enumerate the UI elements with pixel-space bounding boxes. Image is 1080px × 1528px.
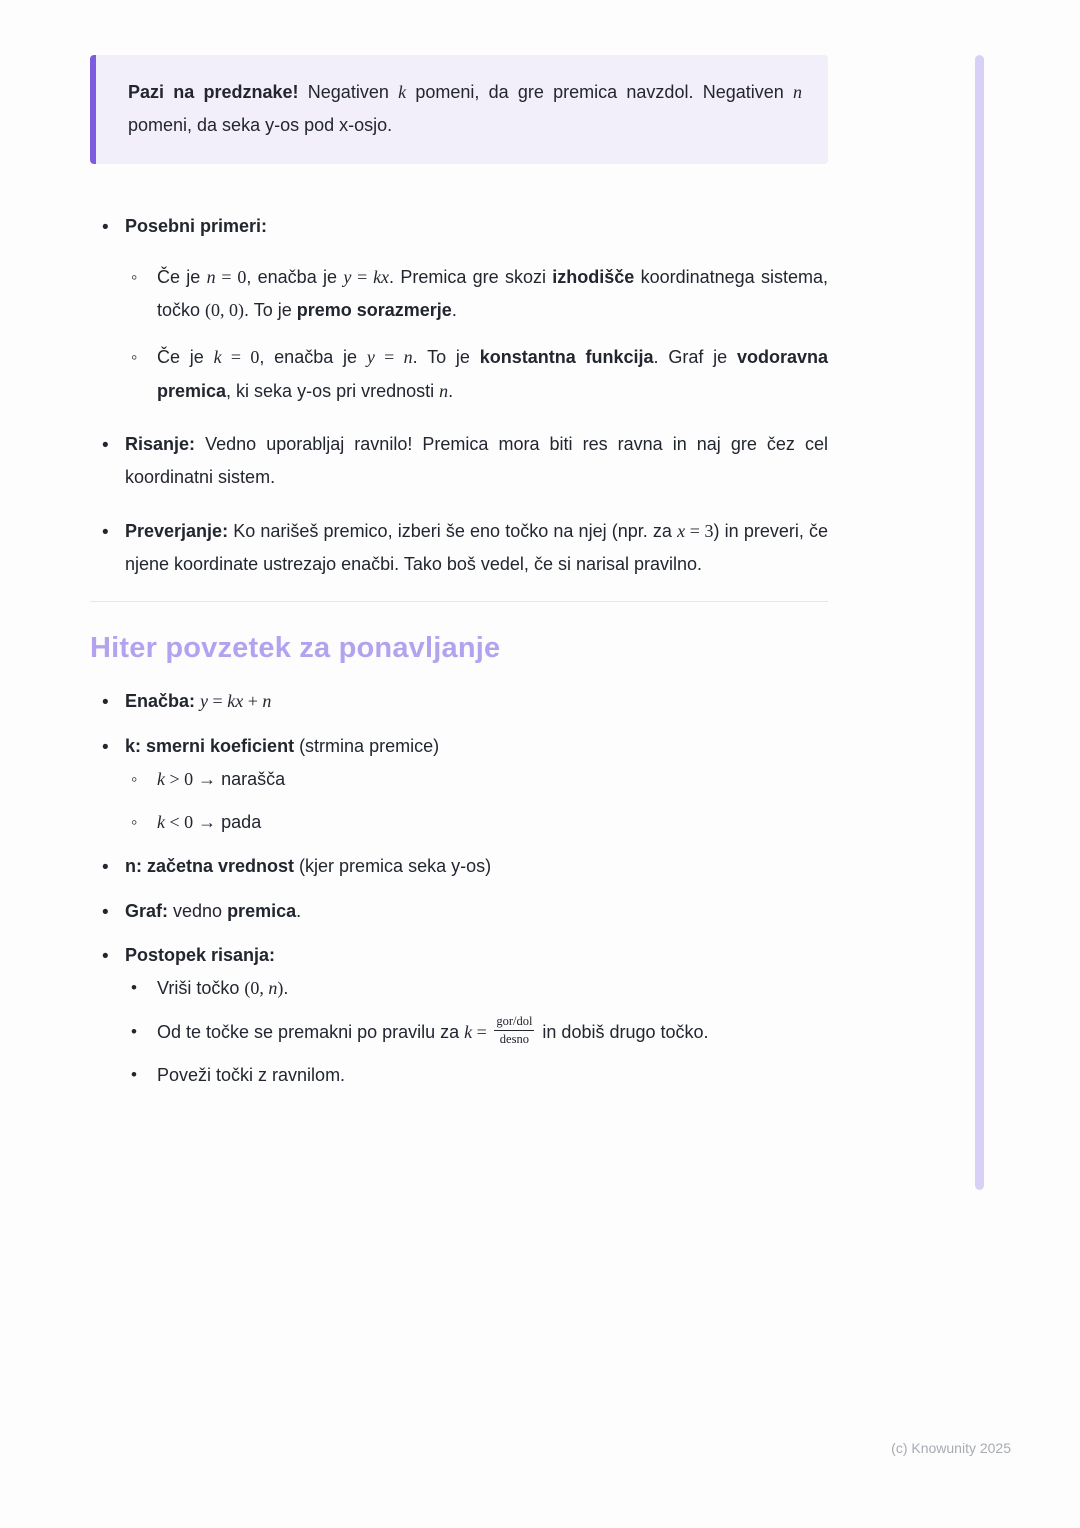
bullet-marker: •: [131, 1021, 137, 1041]
bullet-marker: ◦: [131, 812, 138, 833]
list-item-text: Risanje: Vedno uporabljaj ravnilo! Premica mora biti res ravna in naj gre čez cel koordinatni sistem.: [125, 434, 828, 488]
bullet-marker: •: [131, 1065, 137, 1085]
sub-list-item-text: Poveži točki z ravnilom.: [157, 1065, 346, 1086]
sub-bullet-list: [125, 763, 828, 840]
sub-list-item-text: Vriši točko (0, n).: [157, 978, 289, 999]
list-item: [90, 210, 828, 408]
list-item-text: k: smerni koeficient (strmina premice) ◦ k > 0 → narašča ◦ k < 0 → pada: [125, 730, 828, 840]
list-item-text: n: začetna vrednost (kjer premica seka y-os): [125, 856, 492, 877]
list-item-text: Preverjanje: Ko narišeš premico, izberi še eno točko na njej (npr. za x = 3) in preveri, če njene koordinate ustrezajo enačbi. Tako boš vedel, če si narisal pravilno.: [125, 520, 828, 574]
sub-list-item-text: Če je k = 0, enačba je y = n. To je konstantna funkcija. Graf je vodoravna premica, ki seka y-os pri vrednosti n.: [157, 347, 828, 401]
list-item: [90, 428, 828, 495]
list-item-text: Posebni primeri: ◦ Če je n = 0, enačba je y = kx. Premica gre skozi izhodišče koordinatnega sistema, točko (0, 0). To je premo sorazmerje. ◦ Če je k = 0, enačba je y = n. To je konstantna funkcija. Graf je vodoravna premica, ki seka y-os pri vrednosti n.: [125, 210, 828, 408]
list-item: [90, 895, 828, 928]
list-item-text: Enačba: y = kx + n: [125, 691, 272, 712]
doc-body: [90, 210, 828, 1093]
sub-list-item: [125, 763, 828, 796]
bullet-marker: •: [131, 978, 137, 998]
bullet-list: [90, 210, 828, 582]
sub-list-item: [125, 806, 828, 839]
document-page: [90, 55, 828, 1104]
list-item-text: Graf: vedno premica.: [125, 900, 302, 921]
bullet-marker: ◦: [131, 347, 138, 368]
sub-list-item: [125, 1059, 828, 1092]
list-item: [90, 850, 828, 883]
callout-text: Pazi na predznake! Negativen k pomeni, da gre premica navzdol. Negativen n pomeni, da seka y-os pod x-osjo.: [128, 82, 802, 136]
list-item: [90, 515, 828, 582]
footer-copyright: (c) Knowunity 2025: [891, 1440, 1011, 1456]
sub-list-item: [125, 341, 828, 408]
bullet-marker: •: [102, 946, 109, 968]
sub-list-item: [125, 972, 828, 1005]
list-item: [90, 939, 828, 1093]
callout-box: [90, 55, 828, 164]
fraction: $\frac{\text{gor/dol}}{\text{desno}}$: [496, 1014, 533, 1047]
bullet-marker: ◦: [131, 768, 138, 789]
sub-list-item-text: k < 0 → pada: [157, 812, 262, 833]
bullet-marker: •: [102, 901, 109, 923]
sub-bullet-list: [125, 261, 828, 408]
bullet-marker: •: [102, 216, 109, 238]
bullet-marker: •: [102, 736, 109, 758]
scrollbar-thumb[interactable]: [975, 55, 984, 1190]
bullet-marker: •: [102, 857, 109, 879]
list-item-text: Postopek risanja: • Vriši točko (0, n). • Od te točke se premakni po pravilu za k = $\frac{\text{gor/dol}}{\text{desno}}$ in dobiš drugo točko. • Poveži točki z ravnilom.: [125, 939, 828, 1093]
bullet-marker: •: [102, 435, 109, 457]
divider: [90, 601, 828, 602]
sub-list-item: [125, 1016, 828, 1050]
list-item: [90, 685, 828, 718]
sub-list-item-text: Če je n = 0, enačba je y = kx. Premica gre skozi izhodišče koordinatnega sistema, točko (0, 0). To je premo sorazmerje.: [157, 266, 829, 321]
bullet-list: [90, 685, 828, 1092]
bullet-marker: ◦: [131, 266, 138, 287]
sub-list-item: [125, 261, 828, 328]
section-heading: Hiter povzetek za ponavljanje: [90, 632, 501, 665]
sub-list-item-text: Od te točke se premakni po pravilu za k = $\frac{\text{gor/dol}}{\text{desno}}$ in dobiš drugo točko.: [157, 1014, 709, 1047]
sub-bullet-list: [125, 972, 828, 1092]
sub-list-item-text: k > 0 → narašča: [157, 768, 286, 789]
list-item: [90, 730, 828, 840]
bullet-marker: •: [102, 521, 109, 543]
bullet-marker: •: [102, 692, 109, 714]
